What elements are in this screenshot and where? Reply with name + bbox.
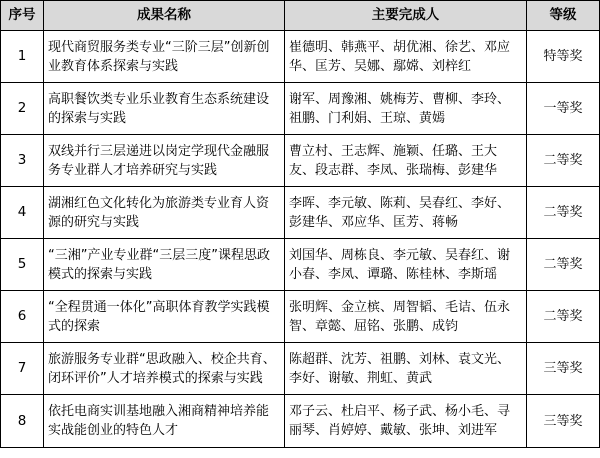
row-people: 曹立村、王志辉、施颖、任璐、王大友、段志群、李凤、张瑞梅、彭建华 bbox=[285, 135, 527, 187]
table-row bbox=[1, 135, 600, 187]
row-name: 现代商贸服务类专业“三阶三层”创新创业教育体系探索与实践 bbox=[44, 31, 285, 83]
row-index: 6 bbox=[1, 291, 44, 343]
header-people: 主要完成人 bbox=[285, 1, 527, 31]
header-level: 等级 bbox=[527, 1, 600, 31]
header-index: 序号 bbox=[1, 1, 44, 31]
table-header bbox=[1, 1, 600, 31]
row-level: 二等奖 bbox=[527, 187, 600, 239]
row-index: 7 bbox=[1, 343, 44, 395]
row-level: 二等奖 bbox=[527, 291, 600, 343]
row-people: 李晖、李元敏、陈莉、吴春红、李好、彭建华、邓应华、匡芳、蒋畅 bbox=[285, 187, 527, 239]
table-row bbox=[1, 83, 600, 135]
row-people: 张明辉、金立槟、周智韬、毛诘、伍永智、章懿、屈铭、张鹏、成钧 bbox=[285, 291, 527, 343]
row-name: 高职餐饮类专业乐业教育生态系统建设的探索与实践 bbox=[44, 83, 285, 135]
table-row bbox=[1, 239, 600, 291]
row-level: 特等奖 bbox=[527, 31, 600, 83]
row-people: 陈超群、沈芳、祖鹏、刘林、袁文光、李好、谢敏、荆虹、黄武 bbox=[285, 343, 527, 395]
row-name: 湖湘红色文化转化为旅游类专业育人资源的研究与实践 bbox=[44, 187, 285, 239]
row-name: 依托电商实训基地融入湘商精神培养能实战能创业的特色人才 bbox=[44, 395, 285, 448]
table-row bbox=[1, 395, 600, 448]
row-people: 崔德明、韩燕平、胡优湘、徐艺、邓应华、匡芳、吴娜、鄢嫦、刘梓红 bbox=[285, 31, 527, 83]
row-name: “三湘”产业专业群“三层三度”课程思政模式的探索与实践 bbox=[44, 239, 285, 291]
table-row bbox=[1, 31, 600, 83]
header-name: 成果名称 bbox=[44, 1, 285, 31]
row-level: 一等奖 bbox=[527, 83, 600, 135]
row-people: 邓子云、杜启平、杨子武、杨小毛、寻丽琴、肖婷婷、戴敏、张坤、刘进军 bbox=[285, 395, 527, 448]
row-level: 二等奖 bbox=[527, 239, 600, 291]
row-index: 5 bbox=[1, 239, 44, 291]
row-name: 双线并行三层递进以岗定学现代金融服务专业群人才培养研究与实践 bbox=[44, 135, 285, 187]
table-row bbox=[1, 343, 600, 395]
row-name: “全程贯通一体化”高职体育教学实践模式的探索 bbox=[44, 291, 285, 343]
row-index: 2 bbox=[1, 83, 44, 135]
row-index: 1 bbox=[1, 31, 44, 83]
row-level: 二等奖 bbox=[527, 135, 600, 187]
row-level: 三等奖 bbox=[527, 395, 600, 448]
row-index: 8 bbox=[1, 395, 44, 448]
table-row bbox=[1, 187, 600, 239]
row-name: 旅游服务专业群“思政融入、校企共育、闭环评价”人才培养模式的探索与实践 bbox=[44, 343, 285, 395]
table-body bbox=[1, 31, 600, 448]
row-people: 谢军、周豫湘、姚梅芳、曹柳、李玲、祖鹏、门利娟、王琼、黄嫣 bbox=[285, 83, 527, 135]
table-row bbox=[1, 291, 600, 343]
row-level: 三等奖 bbox=[527, 343, 600, 395]
row-index: 4 bbox=[1, 187, 44, 239]
row-people: 刘国华、周栋良、李元敏、吴春红、谢小春、李凤、谭璐、陈桂林、李斯瑶 bbox=[285, 239, 527, 291]
row-index: 3 bbox=[1, 135, 44, 187]
